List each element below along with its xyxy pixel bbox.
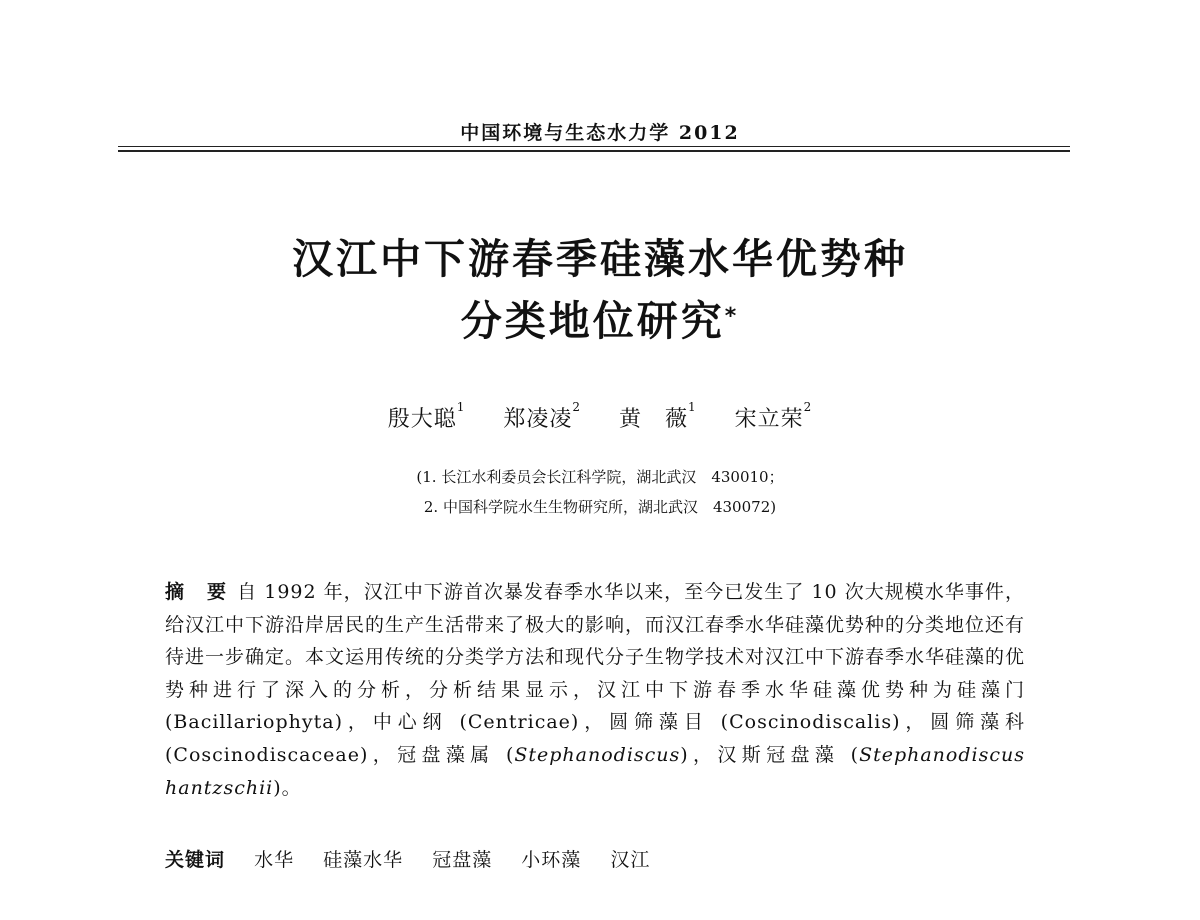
species-name: Stephanodiscus hantzschii [165, 743, 1025, 799]
title-line-2: 分类地位研究* [460, 297, 740, 345]
keyword: 汉江 [610, 849, 651, 871]
keyword: 小环藻 [521, 849, 582, 871]
author: 宋立荣$^2$ [734, 400, 813, 432]
affiliation-2: 2. 中国科学院水生生物研究所，湖北武汉 430072) [423, 498, 777, 516]
article-title [0, 228, 1200, 352]
keywords-label: 关键词 [165, 849, 226, 871]
journal-header: 中国环境与生态水力学 2012 [460, 122, 740, 144]
title-footnote-mark: * [724, 304, 740, 329]
title-line-1: 汉江中下游春季硅藻水华优势种 [292, 235, 908, 283]
author-list [0, 402, 1200, 433]
author: 黄 薇$^1$ [619, 400, 697, 432]
abstract: 摘 要 自 1992 年，汉江中下游首次暴发春季水华以来，至今已发生了 10 次大规模水华事件，给汉江中下游沿岸居民的生产生活带来了极大的影响，而汉江春季水华硅藻优势种的分类地位还有待进一步确定。本文运用传统的分类学方法和现代分子生物学技术对汉江中下游春季水华硅藻的优势种进行了深入的分析，分析结果显示，汉江中下游春季水华硅藻优势种为硅藻门 (Bacillariophyta)，中心纲 (Centricae)，圆筛藻目 (Coscinodiscalis)，圆筛藻科 (Coscinodiscaceae)，冠盘藻属 (Stephanodiscus)，汉斯冠盘藻 (Stephanodiscus hantzschii)。 [165, 581, 1026, 799]
keyword: 硅藻水华 [323, 849, 404, 871]
genus-name: Stephanodiscus [514, 743, 681, 766]
author: 郑凌凌$^2$ [503, 400, 581, 432]
affiliations [0, 462, 1200, 522]
affiliation-1: (1. 长江水利委员会长江科学院，湖北武汉 430010； [416, 468, 784, 486]
abstract-body: 自 1992 年，汉江中下游首次暴发春季水华以来，至今已发生了 10 次大规模水华事件，给汉江中下游沿岸居民的生产生活带来了极大的影响，而汉江春季水华硅藻优势种的分类地位还有待进一步确定。本文运用传统的分类学方法和现代分子生物学技术对汉江中下游春季水华硅藻的优势种进行了深入的分析，分析结果显示，汉江中下游春季水华硅藻优势种为硅藻门 (Bacillariophyta)，中心纲 (Centricae)，圆筛藻目 (Coscinodiscalis)，圆筛藻科 (Coscinodiscaceae)，冠盘藻属 ( [165, 581, 1026, 766]
keywords [165, 845, 650, 872]
author: 殷大聪$^1$ [387, 400, 466, 432]
header-rule-thick [118, 150, 1070, 152]
abstract-label: 摘 要 [165, 581, 228, 603]
keyword: 冠盘藻 [432, 849, 493, 871]
header-rule-thin [118, 146, 1070, 147]
keyword: 水华 [254, 849, 295, 871]
